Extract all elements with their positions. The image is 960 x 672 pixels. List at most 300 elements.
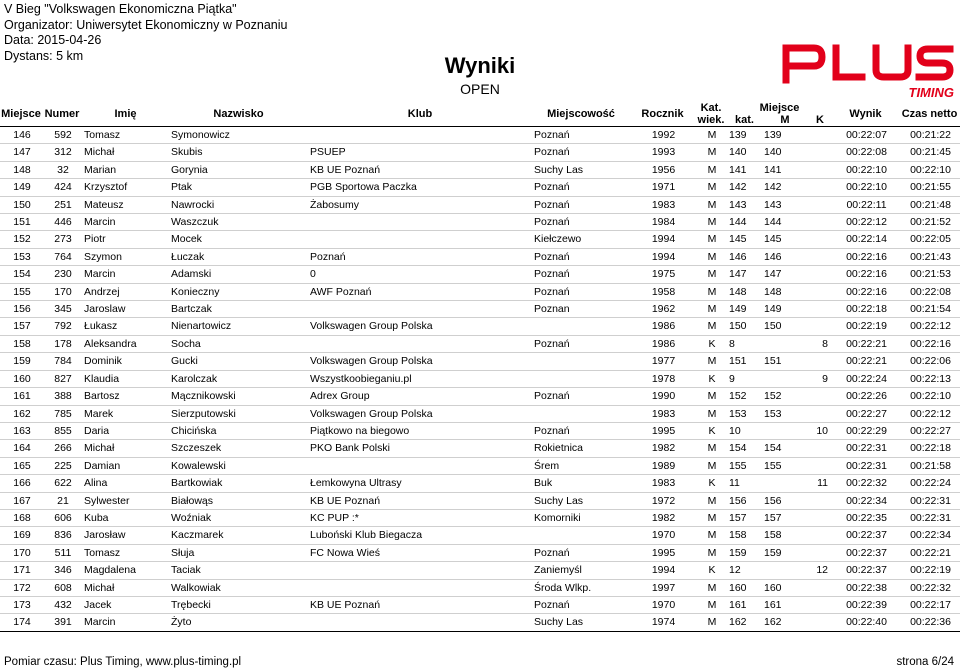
- cell-city: Poznań: [532, 266, 630, 283]
- cell-net-time: 00:22:31: [899, 492, 960, 509]
- cell-club: [308, 231, 532, 248]
- cell-club: [308, 335, 532, 352]
- cell-place-k: [808, 144, 832, 161]
- cell-club: Żabosumy: [308, 196, 532, 213]
- cell-place-m: 153: [762, 405, 808, 422]
- cell-city: Poznań: [532, 422, 630, 439]
- cell-first-name: Michał: [82, 144, 169, 161]
- cell-first-name: Piotr: [82, 231, 169, 248]
- cell-first-name: Tomasz: [82, 544, 169, 561]
- cell-place-m: 139: [762, 127, 808, 144]
- cell-place: 167: [0, 492, 42, 509]
- page-title: Wyniki: [444, 53, 516, 78]
- cell-category: K: [695, 370, 727, 387]
- cell-place-m: 145: [762, 231, 808, 248]
- cell-place-cat: 154: [727, 440, 762, 457]
- cell-first-name: Łukasz: [82, 318, 169, 335]
- cell-place-m: 158: [762, 527, 808, 544]
- cell-club: Poznań: [308, 248, 532, 265]
- cell-net-time: 00:21:53: [899, 266, 960, 283]
- cell-club: [308, 214, 532, 231]
- cell-place-cat: 159: [727, 544, 762, 561]
- cell-result-time: 00:22:11: [832, 196, 899, 213]
- cell-result-time: 00:22:19: [832, 318, 899, 335]
- cell-result-time: 00:22:16: [832, 248, 899, 265]
- cell-category: M: [695, 527, 727, 544]
- cell-bib: 225: [42, 457, 82, 474]
- col-miejsce: Miejsce: [0, 102, 42, 127]
- cell-net-time: 00:22:32: [899, 579, 960, 596]
- cell-place: 171: [0, 562, 42, 579]
- cell-result-time: 00:22:29: [832, 422, 899, 439]
- cell-result-time: 00:22:24: [832, 370, 899, 387]
- cell-club: Volkswagen Group Polska: [308, 318, 532, 335]
- cell-result-time: 00:22:39: [832, 596, 899, 613]
- cell-net-time: 00:21:55: [899, 179, 960, 196]
- cell-category: K: [695, 335, 727, 352]
- cell-result-time: 00:22:35: [832, 509, 899, 526]
- table-row: [0, 422, 960, 439]
- cell-bib: 785: [42, 405, 82, 422]
- cell-place-m: 148: [762, 283, 808, 300]
- cell-first-name: Michał: [82, 579, 169, 596]
- table-row: [0, 161, 960, 178]
- table-row: [0, 196, 960, 213]
- cell-place-m: [762, 562, 808, 579]
- cell-place: 152: [0, 231, 42, 248]
- cell-place: 162: [0, 405, 42, 422]
- cell-place-cat: 141: [727, 161, 762, 178]
- cell-place-cat: 160: [727, 579, 762, 596]
- cell-place-cat: 142: [727, 179, 762, 196]
- cell-club: PKO Bank Polski: [308, 440, 532, 457]
- cell-net-time: 00:22:18: [899, 440, 960, 457]
- table-row: [0, 544, 960, 561]
- cell-club: Piątkowo na biegowo: [308, 422, 532, 439]
- cell-place: 174: [0, 614, 42, 631]
- cell-category: M: [695, 509, 727, 526]
- cell-city: Śrem: [532, 457, 630, 474]
- cell-place-m: 151: [762, 353, 808, 370]
- table-row: [0, 144, 960, 161]
- cell-net-time: 00:21:58: [899, 457, 960, 474]
- cell-net-time: 00:22:21: [899, 544, 960, 561]
- cell-birth-year: 1995: [630, 422, 695, 439]
- cell-net-time: 00:21:45: [899, 144, 960, 161]
- col-rocznik: Rocznik: [630, 102, 695, 127]
- cell-net-time: 00:21:52: [899, 214, 960, 231]
- table-row: [0, 231, 960, 248]
- cell-place-k: [808, 214, 832, 231]
- cell-birth-year: 1983: [630, 196, 695, 213]
- cell-place-cat: 155: [727, 457, 762, 474]
- cell-place-k: [808, 301, 832, 318]
- cell-bib: 855: [42, 422, 82, 439]
- cell-bib: 230: [42, 266, 82, 283]
- cell-last-name: Mocek: [169, 231, 308, 248]
- cell-result-time: 00:22:14: [832, 231, 899, 248]
- cell-club: 0: [308, 266, 532, 283]
- cell-place-cat: 9: [727, 370, 762, 387]
- cell-first-name: Sylwester: [82, 492, 169, 509]
- cell-place-m: 159: [762, 544, 808, 561]
- cell-place: 170: [0, 544, 42, 561]
- cell-club: KB UE Poznań: [308, 596, 532, 613]
- cell-birth-year: 1990: [630, 388, 695, 405]
- cell-place-m: [762, 422, 808, 439]
- col-wynik: Wynik: [832, 102, 899, 127]
- cell-last-name: Woźniak: [169, 509, 308, 526]
- cell-first-name: Marcin: [82, 614, 169, 631]
- cell-birth-year: 1994: [630, 562, 695, 579]
- table-row: [0, 457, 960, 474]
- cell-bib: 511: [42, 544, 82, 561]
- cell-result-time: 00:22:27: [832, 405, 899, 422]
- cell-place-m: 152: [762, 388, 808, 405]
- cell-club: [308, 614, 532, 631]
- cell-place: 166: [0, 475, 42, 492]
- cell-place: 160: [0, 370, 42, 387]
- cell-place: 163: [0, 422, 42, 439]
- table-row: [0, 405, 960, 422]
- cell-birth-year: 1956: [630, 161, 695, 178]
- cell-result-time: 00:22:16: [832, 283, 899, 300]
- cell-place-cat: 153: [727, 405, 762, 422]
- col-m: M: [780, 114, 790, 126]
- cell-place-k: [808, 527, 832, 544]
- cell-result-time: 00:22:10: [832, 179, 899, 196]
- cell-first-name: Dominik: [82, 353, 169, 370]
- cell-city: Poznań: [532, 544, 630, 561]
- plus-timing-logo-mark: [786, 48, 950, 80]
- cell-bib: 312: [42, 144, 82, 161]
- cell-place-k: [808, 161, 832, 178]
- col-k: K: [816, 114, 824, 126]
- cell-category: K: [695, 422, 727, 439]
- col-kat-wiek: [695, 102, 727, 127]
- cell-birth-year: 1972: [630, 492, 695, 509]
- cell-place-m: 157: [762, 509, 808, 526]
- cell-place-m: [762, 335, 808, 352]
- cell-place-m: 143: [762, 196, 808, 213]
- cell-club: [308, 127, 532, 144]
- cell-bib: 391: [42, 614, 82, 631]
- cell-category: M: [695, 266, 727, 283]
- cell-place-m: 149: [762, 301, 808, 318]
- cell-place-cat: 151: [727, 353, 762, 370]
- cell-place-k: [808, 405, 832, 422]
- cell-place-cat: 140: [727, 144, 762, 161]
- table-row: [0, 440, 960, 457]
- cell-place: 146: [0, 127, 42, 144]
- cell-place-m: 150: [762, 318, 808, 335]
- cell-last-name: Adamski: [169, 266, 308, 283]
- cell-club: PSUEP: [308, 144, 532, 161]
- cell-club: FC Nowa Wieś: [308, 544, 532, 561]
- cell-birth-year: 1993: [630, 144, 695, 161]
- page-subtitle: OPEN: [460, 81, 500, 97]
- cell-net-time: 00:22:06: [899, 353, 960, 370]
- cell-place: 147: [0, 144, 42, 161]
- cell-bib: 827: [42, 370, 82, 387]
- cell-category: M: [695, 579, 727, 596]
- cell-place-cat: 156: [727, 492, 762, 509]
- cell-city: Poznań: [532, 127, 630, 144]
- col-klub: Klub: [308, 102, 532, 127]
- cell-category: M: [695, 127, 727, 144]
- cell-result-time: 00:22:08: [832, 144, 899, 161]
- cell-city: Poznań: [532, 144, 630, 161]
- cell-club: KC PUP :*: [308, 509, 532, 526]
- cell-net-time: 00:21:22: [899, 127, 960, 144]
- cell-last-name: Taciak: [169, 562, 308, 579]
- cell-place-cat: 162: [727, 614, 762, 631]
- cell-place: 172: [0, 579, 42, 596]
- cell-first-name: Klaudia: [82, 370, 169, 387]
- cell-place-cat: 143: [727, 196, 762, 213]
- cell-birth-year: 1958: [630, 283, 695, 300]
- cell-last-name: Bartczak: [169, 301, 308, 318]
- cell-place-m: 140: [762, 144, 808, 161]
- cell-birth-year: 1983: [630, 475, 695, 492]
- cell-place-k: 8: [808, 335, 832, 352]
- cell-place-m: 156: [762, 492, 808, 509]
- cell-bib: 622: [42, 475, 82, 492]
- cell-city: Suchy Las: [532, 492, 630, 509]
- cell-club: Volkswagen Group Polska: [308, 353, 532, 370]
- cell-last-name: Ptak: [169, 179, 308, 196]
- cell-birth-year: 1983: [630, 405, 695, 422]
- cell-place-k: [808, 353, 832, 370]
- cell-last-name: Szczeszek: [169, 440, 308, 457]
- table-row: [0, 527, 960, 544]
- cell-bib: 21: [42, 492, 82, 509]
- cell-net-time: 00:22:17: [899, 596, 960, 613]
- cell-city: Zaniemyśl: [532, 562, 630, 579]
- cell-place: 158: [0, 335, 42, 352]
- cell-net-time: 00:22:12: [899, 405, 960, 422]
- cell-net-time: 00:21:43: [899, 248, 960, 265]
- cell-place-k: [808, 544, 832, 561]
- cell-net-time: 00:22:24: [899, 475, 960, 492]
- cell-city: Poznan: [532, 301, 630, 318]
- cell-category: M: [695, 144, 727, 161]
- cell-city: Poznań: [532, 596, 630, 613]
- cell-net-time: 00:22:13: [899, 370, 960, 387]
- cell-place-m: 147: [762, 266, 808, 283]
- cell-place-m: 155: [762, 457, 808, 474]
- cell-place: 161: [0, 388, 42, 405]
- cell-birth-year: 1997: [630, 579, 695, 596]
- cell-place-m: [762, 370, 808, 387]
- cell-birth-year: 1984: [630, 214, 695, 231]
- cell-place-k: 10: [808, 422, 832, 439]
- cell-result-time: 00:22:10: [832, 161, 899, 178]
- cell-place-cat: 8: [727, 335, 762, 352]
- table-row: [0, 370, 960, 387]
- cell-club: Volkswagen Group Polska: [308, 405, 532, 422]
- cell-city: Środa Wlkp.: [532, 579, 630, 596]
- cell-first-name: Michał: [82, 440, 169, 457]
- results-body: [0, 127, 960, 632]
- cell-bib: 764: [42, 248, 82, 265]
- cell-bib: 792: [42, 318, 82, 335]
- event-distance: Dystans: 5 km: [4, 48, 84, 63]
- table-row: [0, 562, 960, 579]
- cell-birth-year: 1962: [630, 301, 695, 318]
- cell-place-k: [808, 509, 832, 526]
- cell-place-m: 141: [762, 161, 808, 178]
- cell-place-m: 144: [762, 214, 808, 231]
- col-miejscowosc: Miejscowość: [532, 102, 630, 127]
- cell-birth-year: 1978: [630, 370, 695, 387]
- cell-place-cat: 152: [727, 388, 762, 405]
- cell-first-name: Alina: [82, 475, 169, 492]
- cell-bib: 784: [42, 353, 82, 370]
- cell-first-name: Marcin: [82, 214, 169, 231]
- cell-net-time: 00:21:48: [899, 196, 960, 213]
- cell-bib: 388: [42, 388, 82, 405]
- cell-last-name: Skubis: [169, 144, 308, 161]
- table-row: [0, 301, 960, 318]
- table-row: [0, 492, 960, 509]
- cell-place-k: [808, 231, 832, 248]
- table-row: [0, 179, 960, 196]
- cell-birth-year: 1982: [630, 440, 695, 457]
- cell-place-m: 154: [762, 440, 808, 457]
- cell-category: M: [695, 596, 727, 613]
- cell-place: 148: [0, 161, 42, 178]
- cell-result-time: 00:22:16: [832, 266, 899, 283]
- cell-place-cat: 11: [727, 475, 762, 492]
- cell-category: M: [695, 440, 727, 457]
- cell-result-time: 00:22:26: [832, 388, 899, 405]
- cell-category: M: [695, 248, 727, 265]
- cell-result-time: 00:22:37: [832, 527, 899, 544]
- cell-city: Suchy Las: [532, 614, 630, 631]
- cell-place: 156: [0, 301, 42, 318]
- table-row: [0, 475, 960, 492]
- cell-birth-year: 1992: [630, 127, 695, 144]
- cell-first-name: Marian: [82, 161, 169, 178]
- cell-place-m: 160: [762, 579, 808, 596]
- table-row: [0, 509, 960, 526]
- cell-city: Suchy Las: [532, 161, 630, 178]
- cell-city: [532, 318, 630, 335]
- cell-birth-year: 1986: [630, 335, 695, 352]
- cell-net-time: 00:22:27: [899, 422, 960, 439]
- cell-club: [308, 562, 532, 579]
- cell-last-name: Konieczny: [169, 283, 308, 300]
- cell-place-m: 162: [762, 614, 808, 631]
- cell-place: 154: [0, 266, 42, 283]
- cell-city: [532, 353, 630, 370]
- cell-result-time: 00:22:21: [832, 335, 899, 352]
- cell-place: 155: [0, 283, 42, 300]
- table-header-row: [0, 102, 960, 127]
- cell-bib: 273: [42, 231, 82, 248]
- cell-last-name: Nawrocki: [169, 196, 308, 213]
- cell-place: 169: [0, 527, 42, 544]
- cell-place-cat: 10: [727, 422, 762, 439]
- table-row: [0, 248, 960, 265]
- cell-result-time: 00:22:40: [832, 614, 899, 631]
- cell-result-time: 00:22:21: [832, 353, 899, 370]
- cell-first-name: Marek: [82, 405, 169, 422]
- cell-category: M: [695, 231, 727, 248]
- event-name: V Bieg "Volkswagen Ekonomiczna Piątka": [4, 2, 237, 16]
- cell-place: 164: [0, 440, 42, 457]
- cell-club: [308, 579, 532, 596]
- table-row: [0, 579, 960, 596]
- cell-category: M: [695, 196, 727, 213]
- cell-result-time: 00:22:37: [832, 562, 899, 579]
- col-netto: Czas netto: [899, 102, 960, 127]
- cell-club: AWF Poznań: [308, 283, 532, 300]
- cell-city: Poznań: [532, 335, 630, 352]
- table-row: [0, 335, 960, 352]
- cell-category: K: [695, 475, 727, 492]
- cell-place-m: 146: [762, 248, 808, 265]
- plus-timing-logo: [776, 40, 956, 100]
- cell-category: M: [695, 492, 727, 509]
- cell-bib: 432: [42, 596, 82, 613]
- cell-last-name: Bartkowiak: [169, 475, 308, 492]
- event-organizer: Organizator: Uniwersytet Ekonomiczny w Poznaniu: [4, 17, 288, 32]
- cell-place: 151: [0, 214, 42, 231]
- cell-last-name: Sierzputowski: [169, 405, 308, 422]
- cell-last-name: Socha: [169, 335, 308, 352]
- table-row: [0, 127, 960, 144]
- cell-result-time: 00:22:37: [832, 544, 899, 561]
- cell-city: Poznań: [532, 283, 630, 300]
- table-row: [0, 614, 960, 631]
- cell-first-name: Jacek: [82, 596, 169, 613]
- cell-last-name: Kowalewski: [169, 457, 308, 474]
- cell-last-name: Trębecki: [169, 596, 308, 613]
- cell-category: M: [695, 388, 727, 405]
- cell-category: M: [695, 283, 727, 300]
- table-row: [0, 596, 960, 613]
- cell-result-time: 00:22:34: [832, 492, 899, 509]
- cell-category: M: [695, 614, 727, 631]
- cell-place: 153: [0, 248, 42, 265]
- cell-first-name: Jarosław: [82, 527, 169, 544]
- cell-place: 173: [0, 596, 42, 613]
- cell-birth-year: 1982: [630, 509, 695, 526]
- cell-net-time: 00:22:34: [899, 527, 960, 544]
- cell-birth-year: 1994: [630, 231, 695, 248]
- cell-last-name: Chicińska: [169, 422, 308, 439]
- cell-place: 149: [0, 179, 42, 196]
- cell-place-cat: 147: [727, 266, 762, 283]
- cell-category: M: [695, 353, 727, 370]
- cell-result-time: 00:22:07: [832, 127, 899, 144]
- cell-bib: 251: [42, 196, 82, 213]
- cell-result-time: 00:22:31: [832, 440, 899, 457]
- cell-birth-year: 1977: [630, 353, 695, 370]
- cell-net-time: 00:22:12: [899, 318, 960, 335]
- cell-net-time: 00:22:10: [899, 388, 960, 405]
- cell-city: Poznań: [532, 214, 630, 231]
- cell-place-k: [808, 440, 832, 457]
- cell-place-k: [808, 457, 832, 474]
- cell-city: Poznań: [532, 196, 630, 213]
- cell-net-time: 00:22:10: [899, 161, 960, 178]
- cell-place: 165: [0, 457, 42, 474]
- cell-result-time: 00:22:12: [832, 214, 899, 231]
- cell-place-cat: 158: [727, 527, 762, 544]
